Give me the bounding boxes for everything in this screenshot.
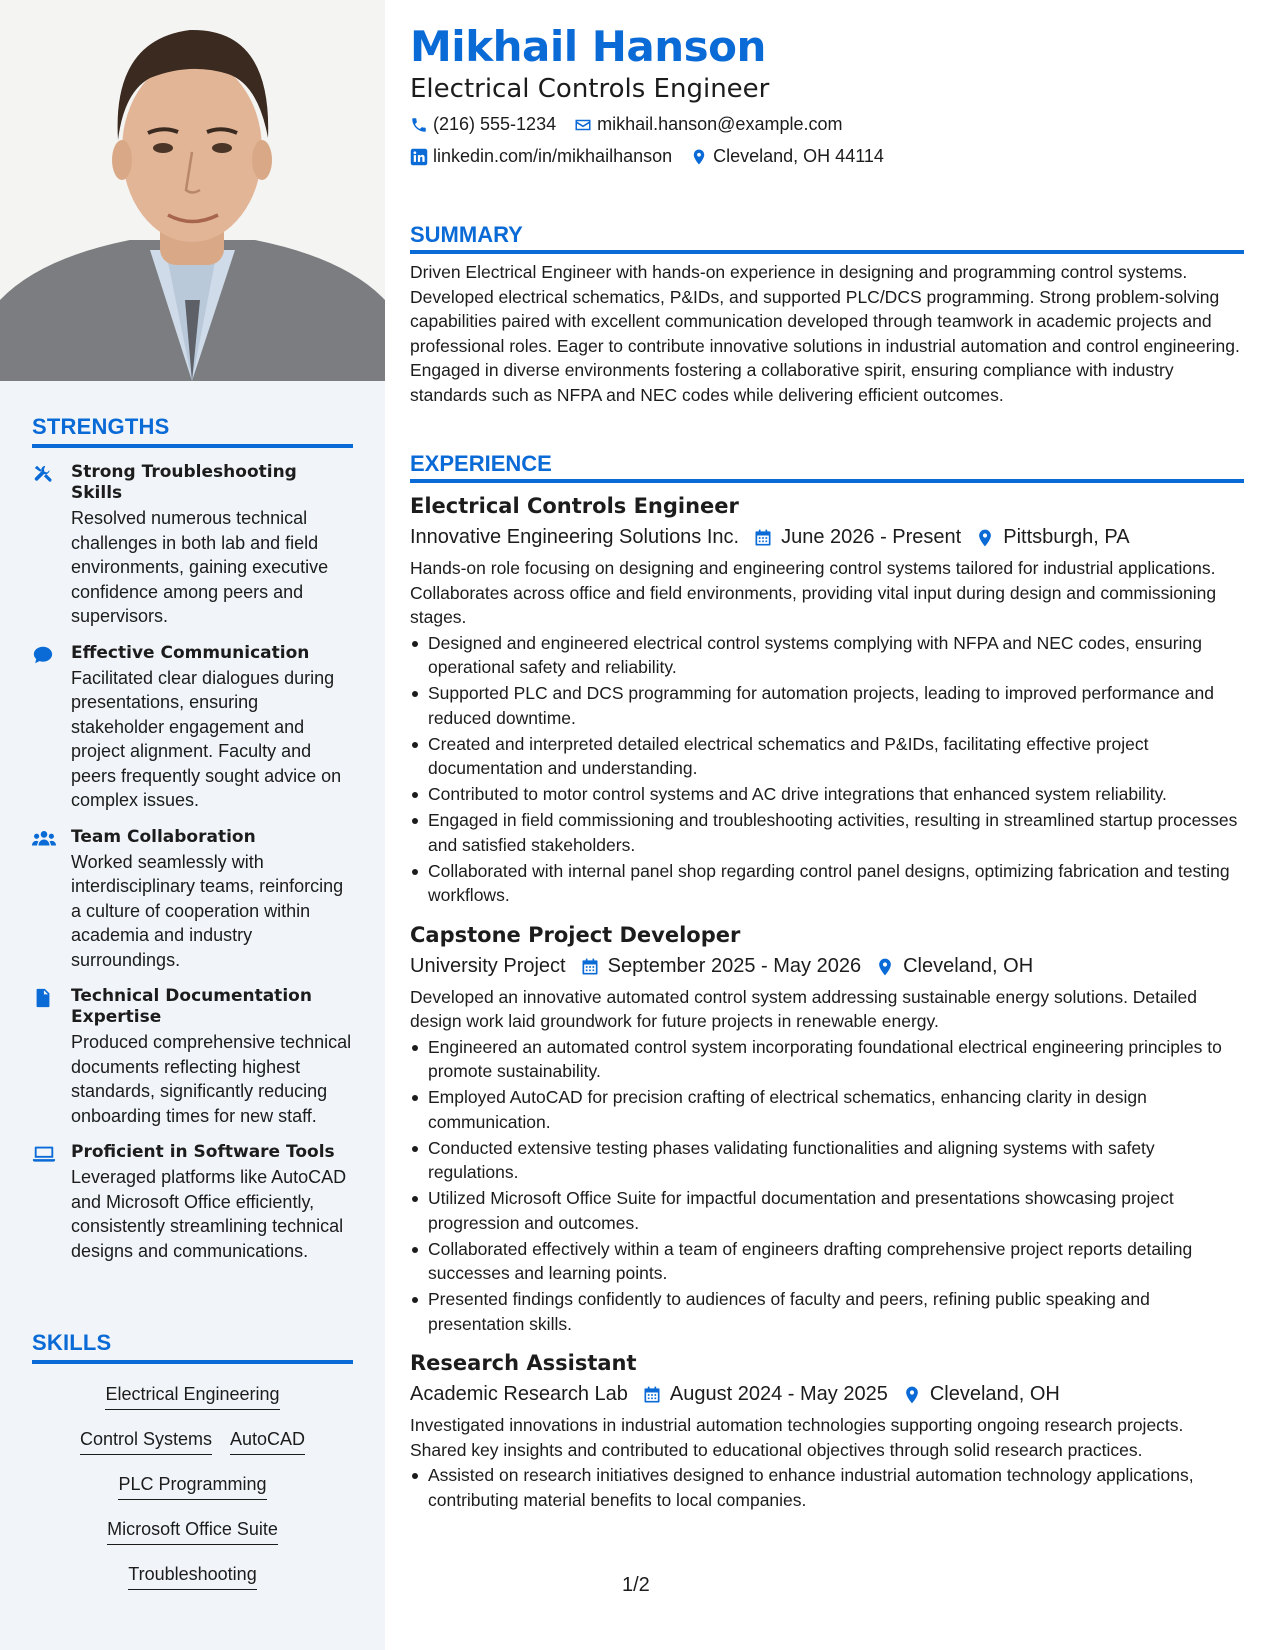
bullet-item: Utilized Microsoft Office Suite for impactful documentation and presentations showcasing project progression and outcomes. — [410, 1186, 1244, 1235]
map-pin-icon — [875, 956, 895, 976]
bullet-item: Assisted on research initiatives designed to enhance industrial automation technology applications, contributing material benefits to local companies. — [410, 1463, 1244, 1512]
job-entry — [410, 491, 1244, 908]
job-description: Hands-on role focusing on designing and engineering control systems tailored for industrial applications. Collaborates across office and field environments, providing vital input during design and commissioning stages. — [410, 558, 1217, 627]
job-entry — [410, 920, 1244, 1337]
location-contact — [690, 146, 884, 167]
strength-title: Technical Documentation Expertise — [71, 986, 312, 1027]
skill-tag: Microsoft Office Suite — [107, 1517, 278, 1545]
map-pin-icon — [690, 148, 708, 166]
linkedin-icon — [410, 148, 428, 166]
job-dates: August 2024 - May 2025 — [669, 1383, 888, 1405]
job-entry — [410, 1348, 1244, 1512]
users-icon — [32, 828, 56, 852]
skill-tag: AutoCAD — [230, 1427, 305, 1455]
bullet-item: Conducted extensive testing phases validating functionalities and aligning systems with safety regulations. — [410, 1136, 1244, 1185]
summary-text: Driven Electrical Engineer with hands-on experience in designing and programming control systems. Developed electrical schematics, P&IDs, and supported PLC/DCS programming. Strong problem-solving capabilities paired with excellent communication developed through teamwork in academic projects and professional roles. Eager to contribute innovative solutions in industrial automation and control engineering. Engaged in diverse environments fostering a collaborative spirit, ensuring compliance with industry standards such as NFPA and NEC codes while delivering efficient outcomes. — [410, 262, 1240, 405]
strength-item — [32, 986, 353, 1128]
skills-list — [32, 1382, 353, 1607]
strength-title: Team Collaboration — [71, 826, 256, 847]
bullet-item: Presented findings confidently to audiences of faculty and peers, refining public speaking and presentation skills. — [410, 1287, 1244, 1336]
calendar-icon — [642, 1384, 662, 1404]
document-icon — [32, 987, 56, 1011]
strength-description: Leveraged platforms like AutoCAD and Microsoft Office efficiently, consistently streamlining technical designs and communications. — [71, 1167, 347, 1261]
phone-icon — [410, 116, 428, 134]
phone-number: (216) 555-1234 — [433, 114, 557, 134]
job-dates: June 2026 - Present — [781, 526, 962, 548]
profile-photo — [0, 0, 385, 381]
experience-section — [410, 451, 1244, 1514]
strength-title: Effective Communication — [71, 642, 310, 663]
job-company: Academic Research Lab — [410, 1383, 628, 1405]
job-location: Cleveland, OH — [903, 954, 1034, 977]
location-text: Cleveland, OH 44114 — [713, 146, 884, 166]
email-contact[interactable] — [574, 114, 842, 135]
job-description: Developed an innovative automated control system addressing sustainable energy solutions. Detailed design work laid groundwork for future projects in renewable energy. — [410, 986, 1197, 1031]
job-meta — [410, 951, 1244, 981]
job-location: Pittsburgh, PA — [1003, 526, 1130, 548]
email-address: mikhail.hanson@example.com — [597, 114, 843, 134]
bullet-item: Created and interpreted detailed electrical schematics and P&IDs, facilitating effective project documentation and understanding. — [410, 732, 1244, 781]
strength-title: Proficient in Software Tools — [71, 1142, 335, 1162]
strength-item — [32, 827, 353, 973]
job-role: Research Assistant — [410, 1351, 637, 1375]
strength-description: Resolved numerous technical challenges in both lab and field environments, gaining executive confidence among peers and supervisors. — [71, 508, 329, 626]
skills-section — [32, 1330, 353, 1607]
experience-title: EXPERIENCE — [410, 451, 1244, 483]
linkedin-contact[interactable] — [410, 146, 672, 167]
email-icon — [574, 116, 592, 134]
job-role: Capstone Project Developer — [410, 922, 741, 947]
sidebar — [0, 0, 385, 1650]
job-bullets — [410, 631, 1244, 908]
skill-tag: Control Systems — [80, 1427, 212, 1455]
skill-tag: PLC Programming — [118, 1472, 266, 1500]
phone-contact[interactable] — [410, 114, 556, 135]
chat-bubble-icon — [32, 644, 56, 668]
bullet-item: Collaborated effectively within a team of engineers drafting comprehensive project reports detailing successes and learning points. — [410, 1237, 1244, 1286]
strength-description: Facilitated clear dialogues during presentations, ensuring stakeholder engagement and project alignment. Faculty and peers frequently sought advice on complex issues. — [71, 667, 342, 810]
bullet-item: Engineered an automated control system incorporating foundational electrical engineering principles to promote sustainability. — [410, 1035, 1244, 1084]
bullet-item: Supported PLC and DCS programming for automation projects, leading to improved performance and reduced downtime. — [410, 681, 1244, 730]
strength-description: Produced comprehensive technical documents reflecting highest standards, significantly reducing onboarding times for new staff. — [71, 1032, 352, 1126]
strength-title: Strong Troubleshooting Skills — [71, 462, 297, 503]
bullet-item: Employed AutoCAD for precision crafting of electrical schematics, enhancing clarity in design communication. — [410, 1085, 1244, 1134]
job-company: University Project — [410, 954, 566, 977]
map-pin-icon — [902, 1384, 922, 1404]
page-number: 1/2 — [622, 1574, 650, 1596]
job-bullets — [410, 1463, 1244, 1512]
calendar-icon — [580, 956, 600, 976]
job-description: Investigated innovations in industrial automation technologies supporting ongoing research projects. Shared key insights and contributed to educational objectives through solid research practices. — [410, 1415, 1184, 1460]
skills-title: SKILLS — [32, 1330, 353, 1364]
bullet-item: Designed and engineered electrical control systems complying with NFPA and NEC codes, ensuring operational safety and reliability. — [410, 631, 1244, 680]
summary-title: SUMMARY — [410, 222, 1244, 254]
linkedin-url: linkedin.com/in/mikhailhanson — [433, 146, 673, 166]
strengths-section — [32, 414, 353, 1263]
strengths-title: STRENGTHS — [32, 414, 353, 448]
strength-item — [32, 1142, 353, 1263]
bullet-item: Collaborated with internal panel shop regarding control panel designs, optimizing fabrication and testing workflows. — [410, 859, 1244, 908]
skill-tag: Troubleshooting — [128, 1562, 256, 1590]
map-pin-icon — [975, 527, 995, 547]
job-dates: September 2025 - May 2026 — [607, 954, 862, 977]
job-bullets — [410, 1035, 1244, 1337]
summary-section — [410, 222, 1244, 407]
calendar-icon — [753, 527, 773, 547]
job-company: Innovative Engineering Solutions Inc. — [410, 526, 740, 548]
laptop-icon — [32, 1143, 56, 1167]
skill-tag: Electrical Engineering — [105, 1382, 279, 1410]
candidate-title: Electrical Controls Engineer — [410, 74, 770, 104]
job-meta — [410, 522, 1244, 552]
strength-item — [32, 462, 353, 629]
contact-row — [410, 114, 842, 135]
strength-item — [32, 643, 353, 813]
candidate-name: Mikhail Hanson — [410, 22, 766, 71]
job-location: Cleveland, OH — [929, 1383, 1060, 1405]
bullet-item: Contributed to motor control systems and AC drive integrations that enhanced system reliability. — [410, 782, 1244, 807]
tools-icon — [32, 463, 56, 487]
job-role: Electrical Controls Engineer — [410, 494, 739, 518]
bullet-item: Engaged in field commissioning and troubleshooting activities, resulting in streamlined startup processes and satisfied stakeholders. — [410, 808, 1244, 857]
contact-row — [410, 146, 884, 167]
strength-description: Worked seamlessly with interdisciplinary teams, reinforcing a culture of cooperation within academia and industry surroundings. — [71, 851, 344, 970]
job-meta — [410, 1379, 1244, 1409]
